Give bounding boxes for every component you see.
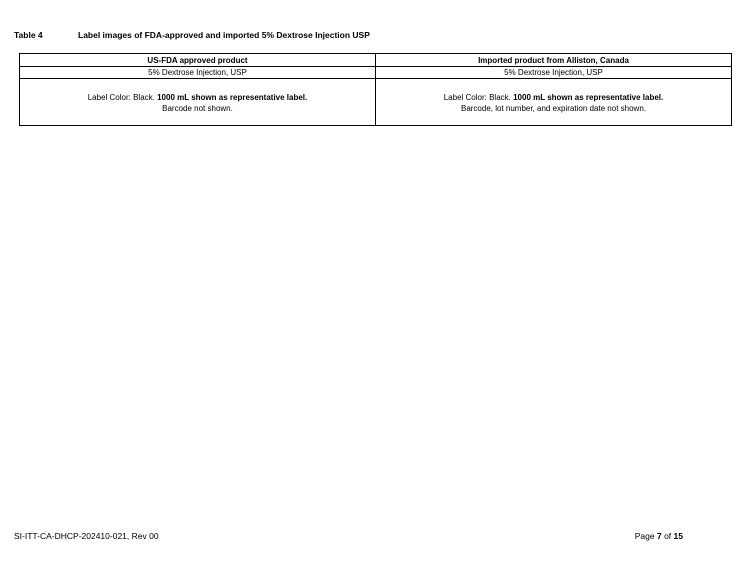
page-current: 7 [656, 531, 662, 541]
us-fda-label-color: Label Color: Black. [87, 93, 155, 102]
imported-product-name: 5% Dextrose Injection, USP [376, 67, 732, 79]
page-total: 15 [673, 531, 683, 541]
us-fda-barcode-note: Barcode not shown. [162, 104, 233, 113]
imported-barcode-note: Barcode, lot number, and expiration date not shown. [460, 104, 646, 113]
us-fda-product-name: 5% Dextrose Injection, USP [20, 67, 376, 79]
document-id: SI-ITT-CA-DHCP-202410-021, Rev 00 [14, 531, 159, 541]
us-fda-representative-note: 1000 mL shown as representative label. [157, 93, 308, 102]
label-comparison-table [19, 53, 732, 126]
table-caption [14, 30, 370, 40]
label-description-row [20, 79, 732, 126]
product-name-row [20, 67, 732, 79]
imported-representative-note: 1000 mL shown as representative label. [513, 93, 664, 102]
header-imported: Imported product from Alliston, Canada [376, 54, 732, 67]
page-of: of [664, 531, 672, 541]
us-fda-label-description [20, 79, 376, 126]
imported-label-description [376, 79, 732, 126]
page-prefix: Page [634, 531, 655, 541]
imported-label-color: Label Color: Black. [443, 93, 511, 102]
table-title: Label images of FDA-approved and imported 5% Dextrose Injection USP [78, 30, 370, 40]
header-us-fda: US-FDA approved product [20, 54, 376, 67]
header-row [20, 54, 732, 67]
table-number: Table 4 [14, 30, 43, 40]
page-number [635, 531, 683, 541]
